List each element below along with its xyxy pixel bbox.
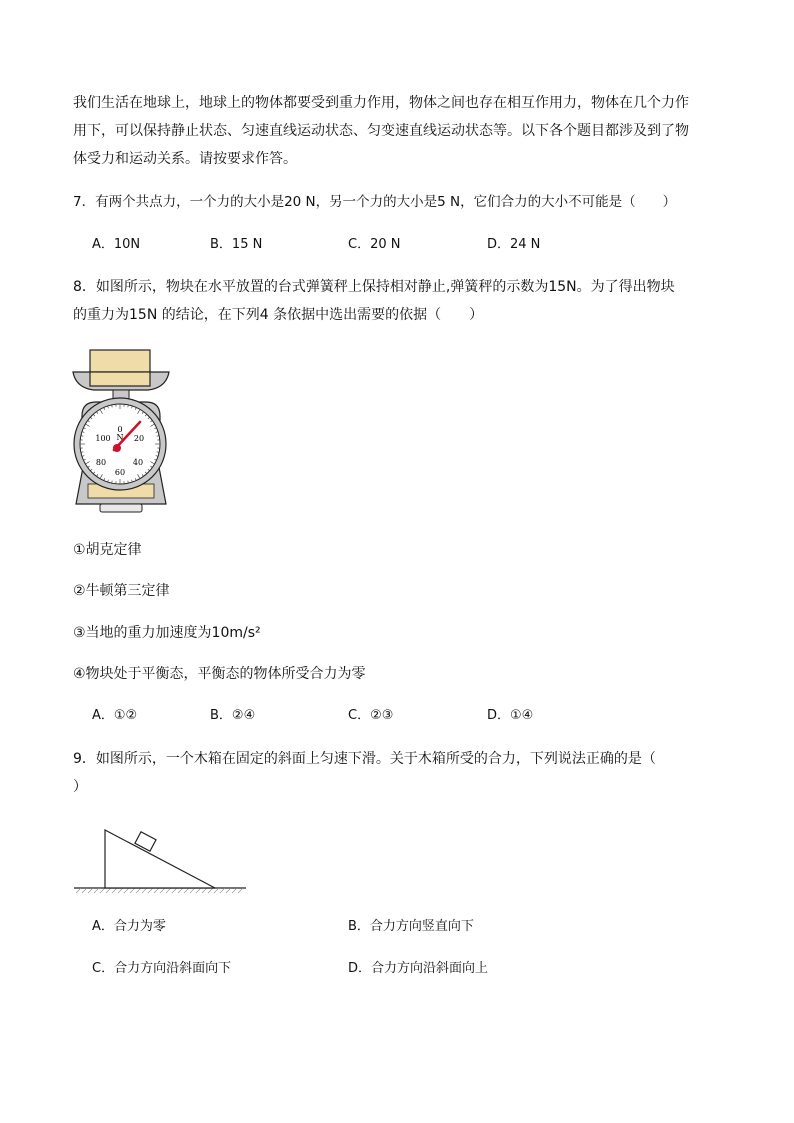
q9-stem-line-2: ） (73, 779, 87, 795)
q9-option-d: D．合力方向沿斜面向上 (348, 961, 489, 976)
q8-stem-line-2: 的重力为15N 的结论，在下列4 条依据中选出需要的依据（ ） (73, 307, 484, 323)
q8-option-b: B．②④ (210, 708, 256, 723)
spring-scale-figure (70, 344, 172, 518)
dial-label-60: 60 (114, 468, 126, 477)
q8-stem-line-1: 8．如图所示，物块在水平放置的台式弹簧秤上保持相对静止,弹簧秤的示数为15N。为了得出物块 (73, 279, 675, 295)
q8-option-c: C．②③ (348, 708, 394, 723)
q9-option-c: C．合力方向沿斜面向下 (92, 961, 232, 976)
q8-item-1: ①胡克定律 (73, 542, 142, 558)
dial-label-20: 20 (133, 434, 145, 443)
incline-wedge (105, 830, 215, 888)
dial-label-0: 0 (117, 425, 123, 434)
q7-option-a: A．10N (92, 237, 141, 252)
dial-label-80: 80 (95, 458, 107, 467)
q9-option-b: B．合力方向竖直向下 (348, 919, 474, 934)
q8-item-2: ②牛顿第三定律 (73, 583, 170, 599)
incline-figure (74, 826, 248, 896)
q8-item-4: ④物块处于平衡态，平衡态的物体所受合力为零 (73, 666, 366, 682)
q7-option-b: B．15 N (210, 237, 263, 252)
intro-line-1: 我们生活在地球上，地球上的物体都要受到重力作用，物体之间也存在相互作用力，物体在几个力作 (73, 95, 689, 111)
intro-line-2: 用下，可以保持静止状态、匀速直线运动状态、匀变速直线运动状态等。以下各个题目都涉及到了物 (73, 123, 689, 139)
q8-option-d: D．①④ (487, 708, 534, 723)
q7-option-c: C．20 N (348, 237, 401, 252)
intro-line-3: 体受力和运动关系。请按要求作答。 (73, 151, 297, 167)
dial-hub (113, 444, 121, 452)
q8-option-a: A．①② (92, 708, 138, 723)
q7-option-d: D．24 N (487, 237, 541, 252)
q9-option-a: A．合力为零 (92, 919, 166, 934)
dial-label-100: 100 (95, 434, 111, 443)
q9-stem-line-1: 9．如图所示，一个木箱在固定的斜面上匀速下滑。关于木箱所受的合力，下列说法正确的是（ (73, 751, 656, 767)
dial-unit: N (116, 433, 124, 442)
q7-stem: 7．有两个共点力，一个力的大小是20 N，另一个力的大小是5 N，它们合力的大小不可能是（ ） (73, 194, 677, 210)
q8-item-3: ③当地的重力加速度为10m/s² (73, 625, 261, 641)
dial-label-40: 40 (132, 458, 144, 467)
ground-hatch (76, 888, 243, 893)
